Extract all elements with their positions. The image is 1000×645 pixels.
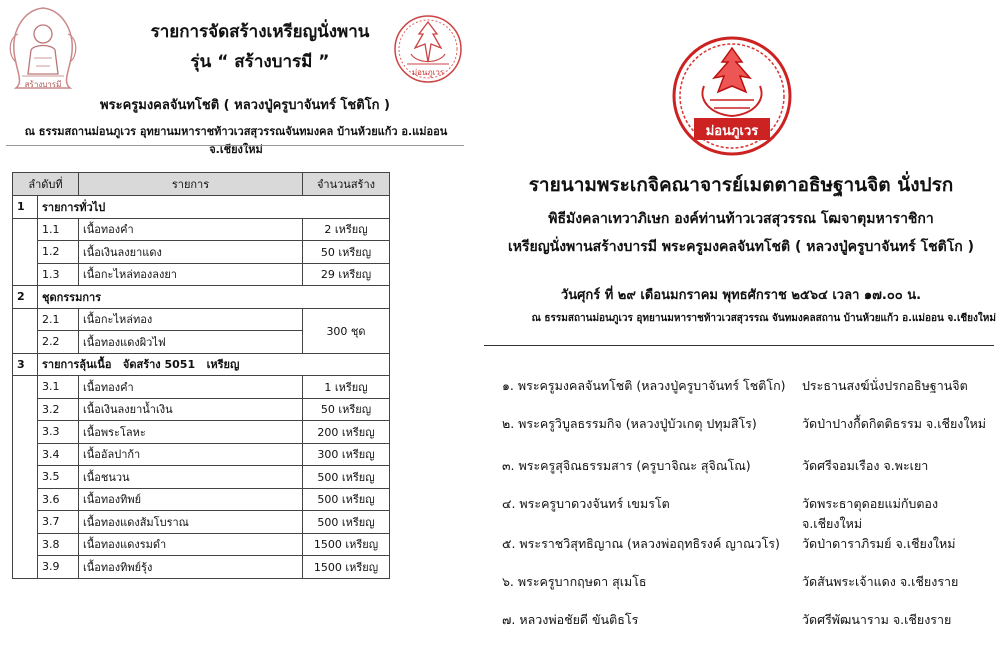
row-number: 3.9 — [38, 556, 79, 579]
table-row — [13, 511, 390, 534]
row-number: 3.8 — [38, 533, 79, 556]
row-item: เนื้อเงินลงยาแดง — [79, 241, 303, 264]
row-number: 1.1 — [38, 218, 79, 241]
col-header-item: รายการ — [79, 173, 303, 196]
row-number: 3.1 — [38, 376, 79, 399]
ceremony-line: พิธีมังคลาเทวาภิเษก องค์ท่านท้าวเวสสุวรรณ โฒจาตุมหาราชิกา — [548, 211, 934, 227]
row-qty: 300 ชุด — [303, 308, 390, 353]
row-number: 1.3 — [38, 263, 79, 286]
section-number: 3 — [13, 353, 38, 376]
row-qty: 50 เหรียญ — [303, 241, 390, 264]
table-row — [13, 263, 390, 286]
col-header-qty: จำนวนสร้าง — [303, 173, 390, 196]
section-row — [13, 353, 390, 376]
row-qty: 200 เหรียญ — [303, 421, 390, 444]
row-number: 1.2 — [38, 241, 79, 264]
seal-text-small: ม่อนภูเวร — [411, 68, 445, 77]
seal-text-large: ม่อนภูเวร — [705, 124, 759, 139]
row-item: เนื้อทองคำ — [79, 218, 303, 241]
monk-entry-temple: วัดป่าดาราภิรมย์ จ.เชียงใหม่ — [802, 536, 956, 551]
monk-entry-name: ๔. พระครูบาดวงจันทร์ เขมรโต — [502, 496, 670, 511]
red-seal-small — [393, 14, 463, 84]
table-row — [13, 398, 390, 421]
section-number: 1 — [13, 196, 38, 219]
row-qty: 2 เหรียญ — [303, 218, 390, 241]
row-number: 3.7 — [38, 511, 79, 534]
row-qty: 500 เหรียญ — [303, 466, 390, 489]
monk-list-title: รายนามพระเกจิคณาจารย์เมตตาอธิษฐานจิต นั่งปรก — [528, 174, 954, 196]
row-item: เนื้อชนวน — [79, 466, 303, 489]
row-item: เนื้อทองแดงผิวไฟ — [79, 331, 303, 354]
table-row — [13, 376, 390, 399]
row-item: เนื้อกะไหล่ทองลงยา — [79, 263, 303, 286]
row-number: 3.2 — [38, 398, 79, 421]
row-qty: 500 เหรียญ — [303, 511, 390, 534]
table-row — [13, 556, 390, 579]
row-number: 2.1 — [38, 308, 79, 331]
table-header-row — [13, 173, 390, 196]
monk-entry-name: ๒. พระครูวิบูลธรรมกิจ (หลวงปู่บัวเกตุ ปทุมสิโร) — [502, 416, 757, 431]
left-document — [0, 0, 470, 645]
items-table — [12, 172, 390, 579]
monk-entry-temple: วัดศรีจอมเรือง จ.พะเยา — [802, 458, 929, 473]
page-title: รายการจัดสร้างเหรียญนั่งพาน — [150, 22, 370, 42]
monk-entry-temple: วัดสันพระเจ้าแดง จ.เชียงราย — [802, 574, 959, 589]
monk-entry-temple: ประธานสงฆ์นั่งปรกอธิษฐานจิต — [802, 378, 968, 393]
location-line: ณ ธรรมสถานม่อนภูเวร อุทยานมหาราชท้าวเวสสุวรรณ จันทมงคลสถาน บ้านห้วยแก้ว อ.แม่ออน จ.เชียงใหม่ — [531, 313, 996, 324]
section-number: 2 — [13, 286, 38, 309]
row-number: 3.3 — [38, 421, 79, 444]
row-qty: 300 เหรียญ — [303, 443, 390, 466]
row-item: เนื้อทองแดงส้มโบราณ — [79, 511, 303, 534]
section-row — [13, 286, 390, 309]
divider — [484, 345, 994, 346]
monk-entry-temple: วัดศรีพัฒนาราม จ.เชียงราย — [802, 612, 952, 627]
monk-entry-temple: วัดป่าปางกื้ดกิตติธรรม จ.เชียงใหม่ — [802, 416, 986, 431]
table-row — [13, 443, 390, 466]
monk-logo — [4, 4, 82, 96]
monk-name: พระครูมงคลจันทโชติ ( หลวงปู่ครูบาจันทร์ โชติโก ) — [100, 98, 390, 113]
monk-entry-name: ๖. พระครูบากฤษดา สุเมโธ — [502, 574, 647, 589]
row-qty: 500 เหรียญ — [303, 488, 390, 511]
location-line: ณ ธรรมสถานม่อนภูเวร อุทยานมหาราชท้าวเวสสุวรรณจันทมงคล บ้านห้วยแก้ว อ.แม่ออน จ.เชียงใหม่ — [24, 125, 448, 156]
medal-line: เหรียญนั่งพานสร้างบารมี พระครูมงคลจันทโชติ ( หลวงปู่ครูบาจันทร์ โชติโก ) — [507, 239, 975, 255]
monk-entry-name: ๗. หลวงพ่อชัยดี ขันติธโร — [502, 612, 639, 627]
section-name: รายการลุ้นเนื้อ จัดสร้าง 5051 เหรียญ — [38, 353, 390, 376]
date-line: วันศุกร์ ที่ ๒๙ เดือนมกราคม พุทธศักราช ๒๕๖๔ เวลา ๑๗.๐๐ น. — [560, 288, 922, 303]
monk-entry-temple: วัดพระธาตุดอยแม่กับตอง จ.เชียงใหม่ — [802, 496, 939, 531]
row-item: เนื้อทองทิพย์รุ้ง — [79, 556, 303, 579]
section-name: ชุดกรรมการ — [38, 286, 390, 309]
divider — [6, 145, 464, 146]
table-row — [13, 466, 390, 489]
table-row — [13, 488, 390, 511]
row-qty: 29 เหรียญ — [303, 263, 390, 286]
series-name: รุ่น “ สร้างบารมี ” — [190, 52, 330, 72]
row-item: เนื้อทองแดงรมดำ — [79, 533, 303, 556]
monk-entry-name: ๑. พระครูมงคลจันทโชติ (หลวงปู่ครูบาจันทร์ โชติโก) — [502, 378, 786, 393]
row-qty: 50 เหรียญ — [303, 398, 390, 421]
row-qty: 1 เหรียญ — [303, 376, 390, 399]
table-row — [13, 533, 390, 556]
monk-entry-name: ๓. พระครูสุจิณธรรมสาร (ครูบาจิณะ สุจิณโณ) — [502, 458, 751, 473]
row-item: เนื้อเงินลงยาน้ำเงิน — [79, 398, 303, 421]
row-item: เนื้อทองคำ — [79, 376, 303, 399]
row-qty: 1500 เหรียญ — [303, 556, 390, 579]
row-number: 3.4 — [38, 443, 79, 466]
section-row — [13, 196, 390, 219]
monk-entry-name: ๕. พระราชวิสุทธิญาณ (หลวงพ่อฤทธิรงค์ ญาณวโร) — [502, 536, 780, 551]
row-number: 2.2 — [38, 331, 79, 354]
row-item: เนื้ออัลปาก้า — [79, 443, 303, 466]
row-number: 3.5 — [38, 466, 79, 489]
row-item: เนื้อกะไหล่ทอง — [79, 308, 303, 331]
red-seal-large — [670, 34, 794, 158]
table-row — [13, 308, 390, 331]
table-row — [13, 421, 390, 444]
right-document — [482, 0, 1000, 645]
table-row — [13, 241, 390, 264]
section-name: รายการทั่วไป — [38, 196, 390, 219]
table-row — [13, 218, 390, 241]
row-item: เนื้อทองทิพย์ — [79, 488, 303, 511]
row-qty: 1500 เหรียญ — [303, 533, 390, 556]
logo-caption: สร้างบารมี — [24, 80, 62, 89]
row-number: 3.6 — [38, 488, 79, 511]
col-header-order: ลำดับที่ — [13, 173, 79, 196]
row-item: เนื้อพระโลหะ — [79, 421, 303, 444]
